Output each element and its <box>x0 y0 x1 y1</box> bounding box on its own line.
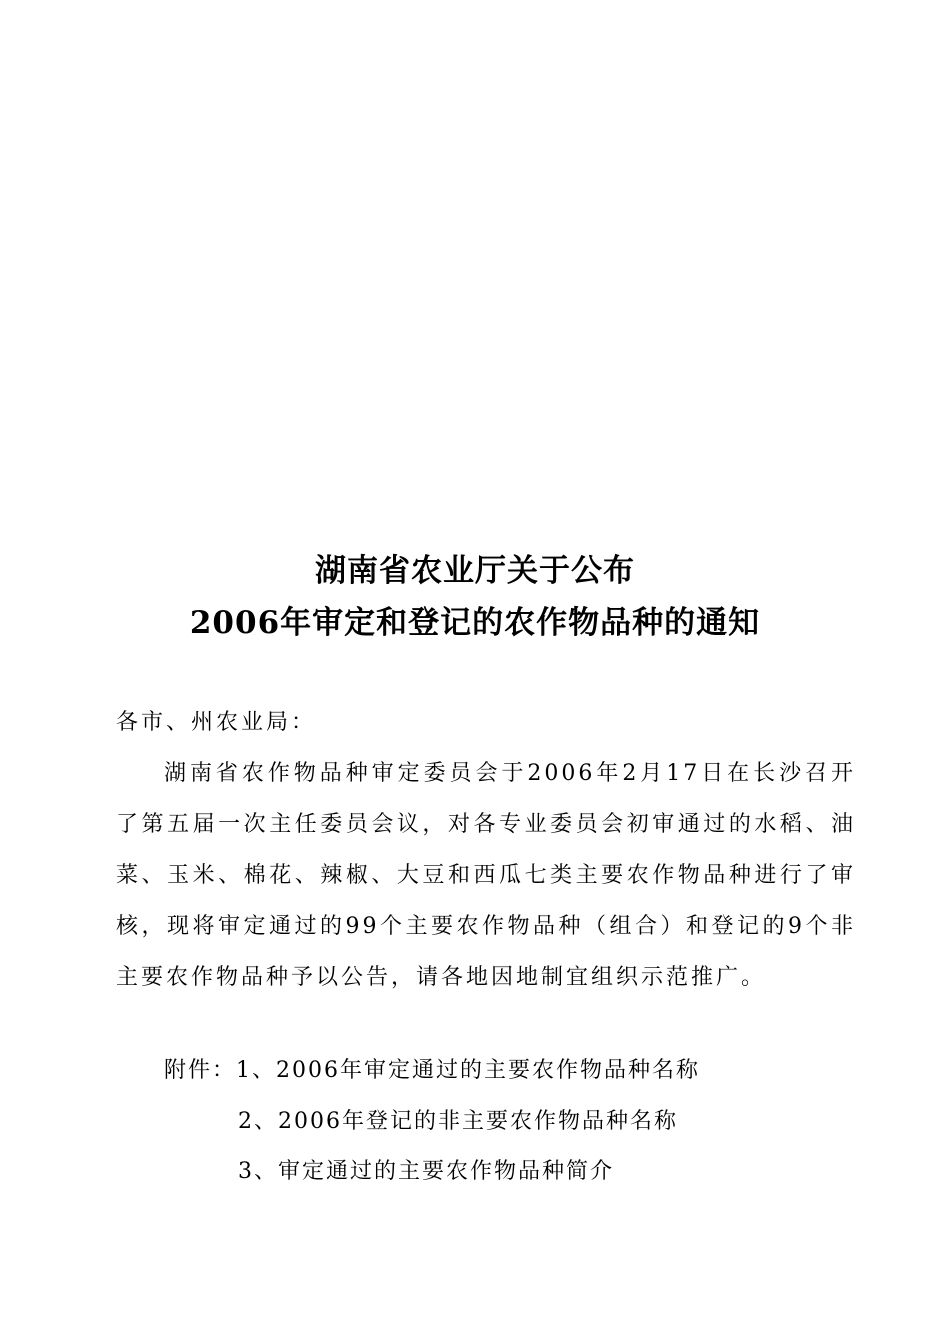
document-title-line-1: 湖南省农业厅关于公布 <box>315 553 635 589</box>
attachment-item-2: 2、2006年登记的非主要农作物品种名称 <box>238 1109 678 1134</box>
salutation: 各市、州农业局： <box>116 710 317 735</box>
document-title-line-2: 2006年审定和登记的农作物品种的通知 <box>189 605 761 641</box>
attachment-item-1: 附件：1、2006年审定通过的主要农作物品种名称 <box>164 1058 700 1083</box>
body-paragraph: 湖南省农作物品种审定委员会于2006年2月17日在长沙召开了第五届一次主任委员会议，对各专业委员会初审通过的水稻、油菜、玉米、棉花、辣椒、大豆和西瓜七类主要农作物品种进行了审核，现将审定通过的99个主要农作物品种（组合）和登记的9个非主要农作物品种予以公告，请各地因地制宜组织示范推广。 <box>116 761 856 990</box>
attachment-item-3: 3、审定通过的主要农作物品种简介 <box>238 1159 614 1184</box>
